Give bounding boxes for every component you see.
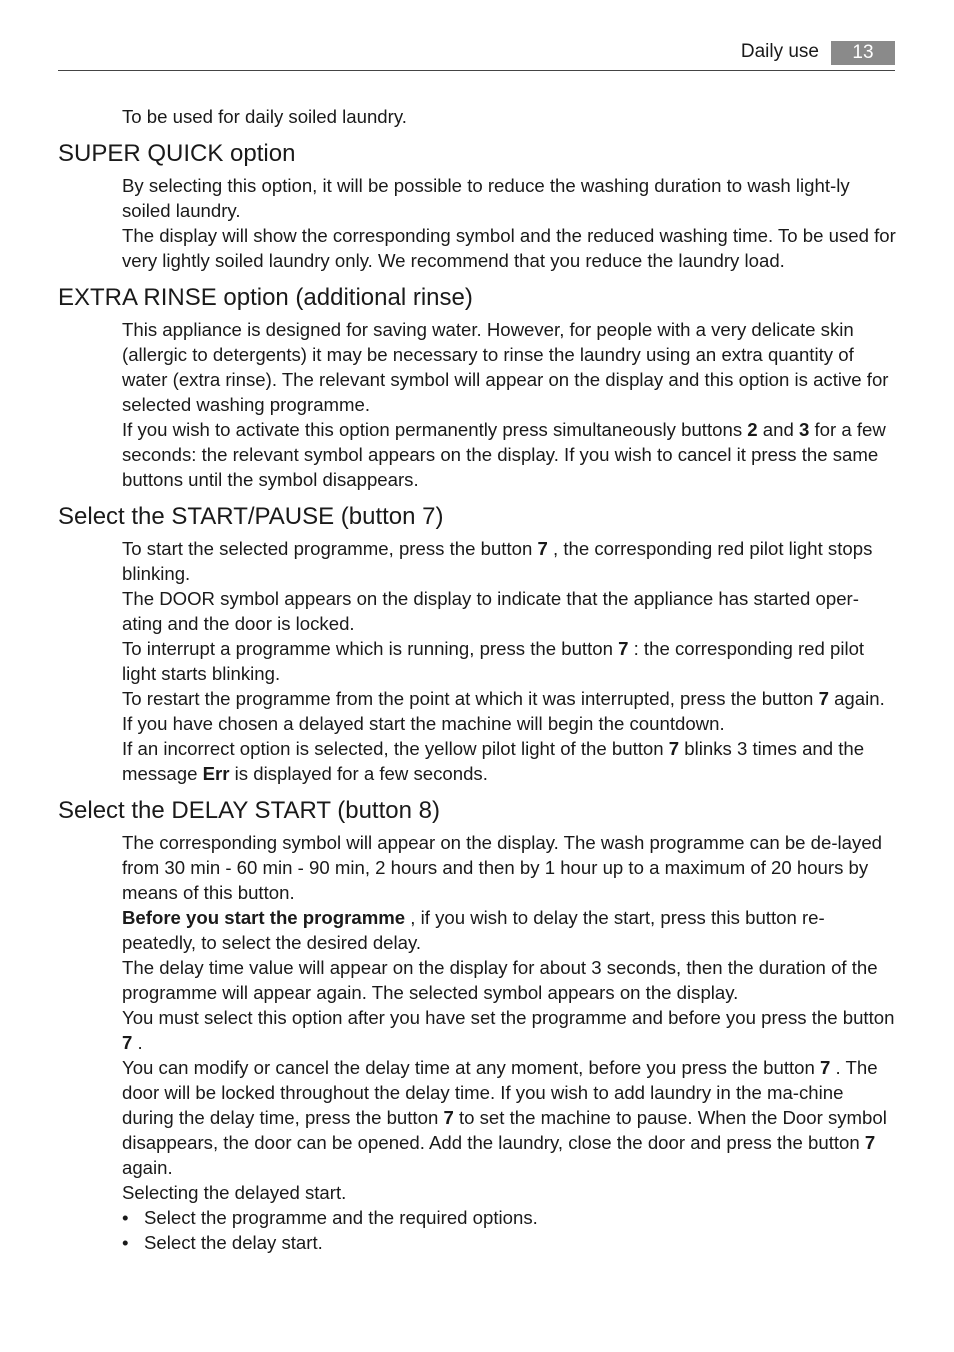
text-run: The display will show the corresponding symbol and the reduced washing time. To be used for very lightly soiled laundry only. We recommend that you reduce the laundry load. <box>122 225 896 271</box>
text-run: This appliance is designed for saving water. However, for people with a very delicate skin (allergic to detergents) it may be necessary to rinse the laundry using an extra quantity of water (extra rinse). The relevant symbol will appear on the display and this option is active for selected washing programme. <box>122 319 889 415</box>
text-run: The delay time value will appear on the display for about 3 seconds, then the duration of the programme will appear again. The selected symbol appears on the display. <box>122 957 878 1003</box>
text-run: : the corresponding red pilot light starts blinking. <box>122 638 865 684</box>
bullet-icon: • <box>122 1207 129 1228</box>
bold-text: 7 <box>668 738 680 759</box>
text-run: If you wish to activate this option permanently press simultaneously buttons <box>122 419 748 440</box>
bold-text: Before you start the programme <box>122 907 406 928</box>
paragraph <box>122 736 896 786</box>
bold-text: 7 <box>818 688 829 709</box>
heading-extra-rinse-option-additional-rinse: EXTRA RINSE option (additional rinse) <box>58 284 473 311</box>
page-header <box>58 40 895 71</box>
text-run: By selecting this option, it will be possible to reduce the washing duration to wash light-ly soiled laundry. <box>122 175 850 221</box>
text-run: to set the machine to pause. When the Door symbol disappears, the door can be opened. Add the laundry, close the door and press the button <box>122 1107 887 1153</box>
list-item <box>122 1230 896 1255</box>
bold-text: 7 <box>122 1032 133 1053</box>
bullet-list <box>122 1205 896 1255</box>
paragraph <box>122 317 896 417</box>
heading-select-the-start-pause-button-7: Select the START/PAUSE (button 7) <box>58 503 444 530</box>
text-run: The corresponding symbol will appear on the display. The wash programme can be de-layed from 30 min - 60 min - 90 min, 2 hours and then by 1 hour up to a maximum of 20 hours by means of this button. <box>122 832 883 903</box>
paragraph <box>122 223 896 273</box>
bullet-icon: • <box>122 1232 129 1253</box>
page-number: 13 <box>831 41 895 65</box>
paragraph <box>122 586 896 636</box>
paragraph <box>122 905 896 955</box>
page-body <box>58 104 896 1255</box>
paragraph <box>122 686 896 736</box>
bold-text: 2 <box>747 419 758 440</box>
text-run: The DOOR symbol appears on the display to indicate that the appliance has started oper-ating and the door is locked. <box>122 588 859 634</box>
text-run: is displayed for a few seconds. <box>229 763 488 784</box>
paragraph <box>122 1180 896 1205</box>
bold-text: 7 <box>537 538 548 559</box>
paragraph <box>122 830 896 905</box>
list-item-text: Select the delay start. <box>144 1232 323 1253</box>
intro-text: To be used for daily soiled laundry. <box>122 106 407 127</box>
heading-select-the-delay-start-button-8: Select the DELAY START (button 8) <box>58 797 440 824</box>
text-run: , the corresponding red pilot light stops blinking. <box>122 538 873 584</box>
paragraph <box>122 955 896 1005</box>
paragraph <box>122 1055 896 1180</box>
paragraph <box>122 636 896 686</box>
paragraph <box>122 536 896 586</box>
text-run: for a few seconds: the relevant symbol appears on the display. If you wish to cancel it press the same buttons until the symbol disappears. <box>122 419 886 490</box>
bold-text: 7 <box>618 638 629 659</box>
text-run: blinks 3 times and the message <box>122 738 865 784</box>
bold-text: 7 <box>864 1132 876 1153</box>
text-run: To interrupt a programme which is running, press the button <box>122 638 619 659</box>
text-run: You can modify or cancel the delay time at any moment, before you press the button <box>122 1057 821 1078</box>
section-label: Daily use <box>740 41 819 62</box>
text-run: If an incorrect option is selected, the yellow pilot light of the button <box>122 738 669 759</box>
text-run: . The door will be locked throughout the delay time. If you wish to add laundry in the ma-chine during the delay time, press the button <box>122 1057 878 1128</box>
list-item <box>122 1205 896 1230</box>
paragraph <box>122 173 896 223</box>
text-run: and <box>757 419 799 440</box>
text-run: again. <box>122 1157 173 1178</box>
paragraph <box>122 1005 896 1055</box>
text-run: Selecting the delayed start. <box>122 1182 347 1203</box>
text-run: again. If you have chosen a delayed start the machine will begin the countdown. <box>122 688 885 734</box>
bold-text: 3 <box>798 419 810 440</box>
text-run: . <box>132 1032 143 1053</box>
text-run: To start the selected programme, press the button <box>122 538 538 559</box>
list-item-text: Select the programme and the required options. <box>144 1207 538 1228</box>
text-run: To restart the programme from the point at which it was interrupted, press the button <box>122 688 819 709</box>
bold-text: Err <box>202 763 230 784</box>
bold-text: 7 <box>443 1107 454 1128</box>
bold-text: 7 <box>820 1057 831 1078</box>
heading-super-quick-option: SUPER QUICK option <box>58 140 296 167</box>
text-run: , if you wish to delay the start, press this button re-peatedly, to select the desired delay. <box>122 907 825 953</box>
text-run: You must select this option after you have set the programme and before you press the button <box>122 1007 895 1028</box>
paragraph <box>122 417 896 492</box>
